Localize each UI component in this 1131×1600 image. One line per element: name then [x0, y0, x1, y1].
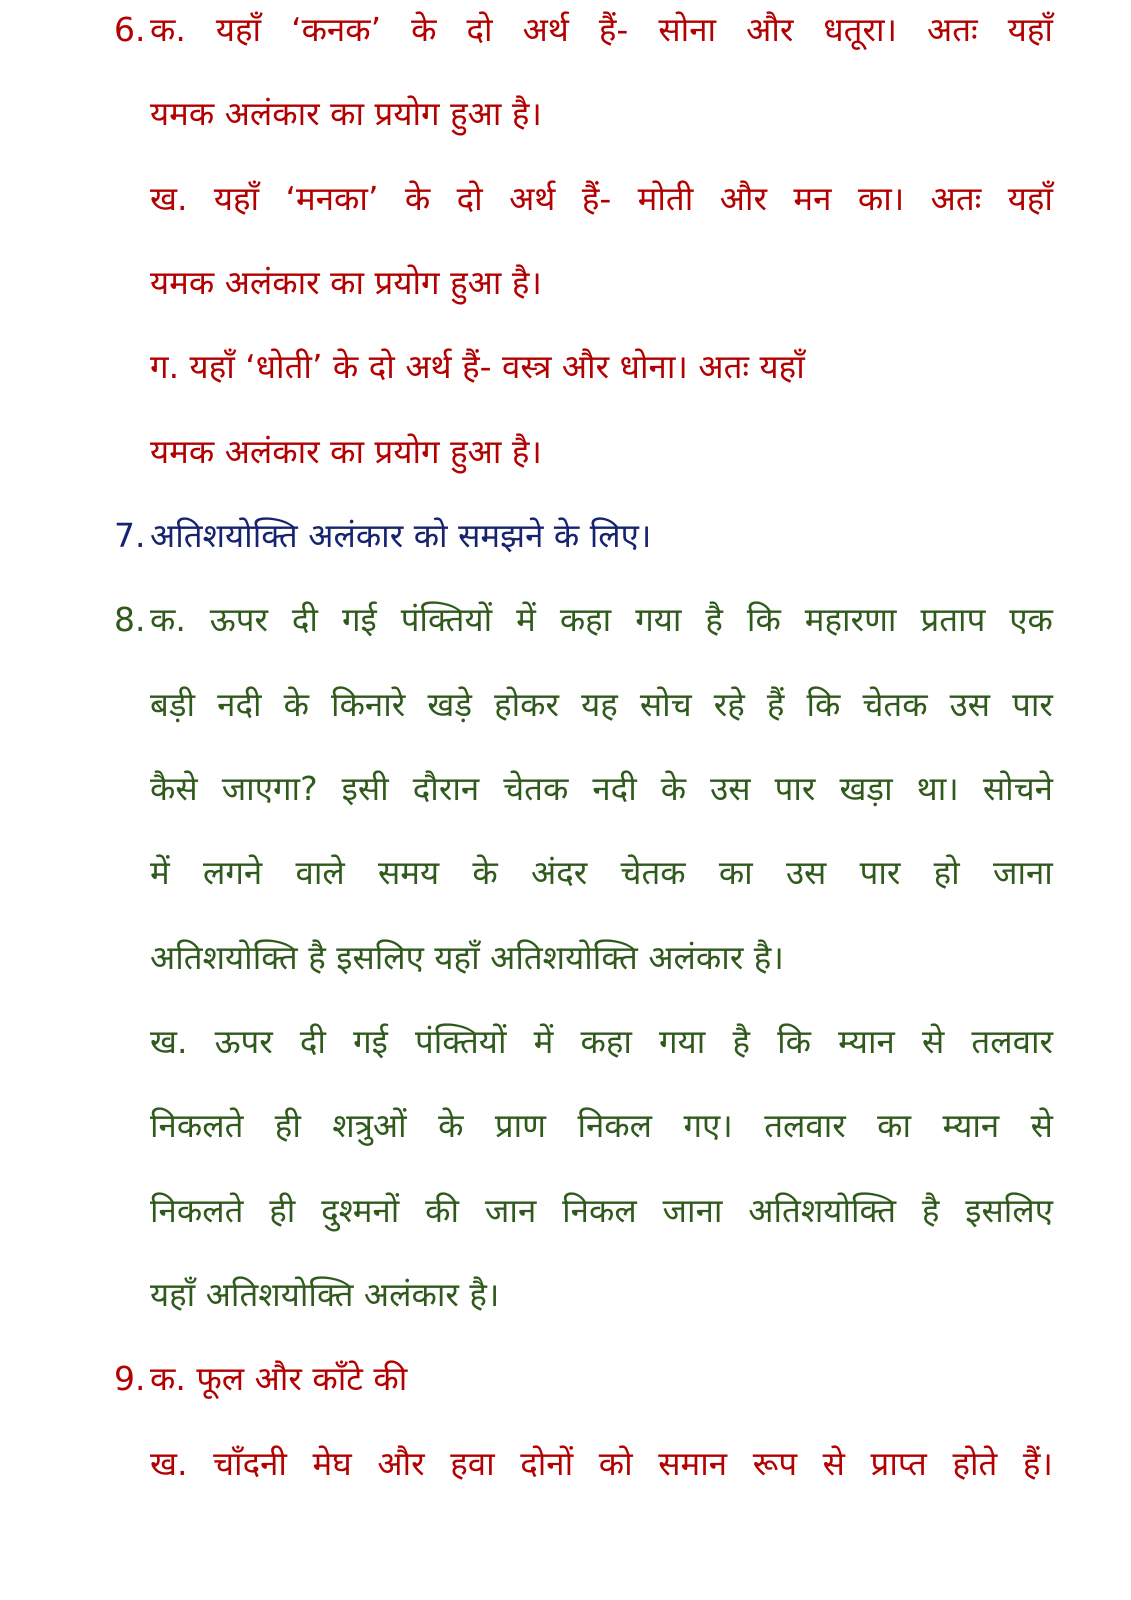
answer-6a-line-2: यमक अलंकार का प्रयोग हुआ है।: [150, 94, 542, 133]
answer-8b-line-2: निकलते ही शत्रुओं के प्राण निकल गए। तलवार का म्यान से: [150, 1106, 1053, 1145]
answer-6a-line-1: क. यहाँ ‘कनक’ के दो अर्थ हैं- सोना और धतूरा। अतः यहाँ: [150, 10, 1053, 49]
answer-8b-line-3: निकलते ही दुश्मनों की जान निकल जाना अतिशयोक्ति है इसलिए: [150, 1191, 1053, 1230]
answer-7-line-1: अतिशयोक्ति अलंकार को समझने के लिए।: [150, 516, 652, 555]
answer-9a-line-1: क. फूल और काँटे की: [150, 1359, 408, 1398]
answer-9-number: 9.: [114, 1359, 146, 1398]
answer-8a-line-4: में लगने वाले समय के अंदर चेतक का उस पार हो जाना: [150, 853, 1053, 892]
answer-6-number: 6.: [114, 10, 146, 49]
answer-8b-line-1: ख. ऊपर दी गई पंक्तियों में कहा गया है कि म्यान से तलवार: [150, 1022, 1053, 1061]
answer-7-number: 7.: [114, 516, 146, 555]
answer-6c-line-1: ग. यहाँ ‘धोती’ के दो अर्थ हैं- वस्त्र और धोना। अतः यहाँ: [150, 347, 805, 386]
answer-8a-line-3: कैसे जाएगा? इसी दौरान चेतक नदी के उस पार खड़ा था। सोचने: [150, 769, 1053, 808]
answer-8-number: 8.: [114, 600, 146, 639]
answer-8a-line-5: अतिशयोक्ति है इसलिए यहाँ अतिशयोक्ति अलंकार है।: [150, 938, 784, 977]
answer-8b-line-4: यहाँ अतिशयोक्ति अलंकार है।: [150, 1275, 500, 1314]
answer-8a-line-2: बड़ी नदी के किनारे खड़े होकर यह सोच रहे हैं कि चेतक उस पार: [150, 685, 1053, 724]
answer-6b-line-1: ख. यहाँ ‘मनका’ के दो अर्थ हैं- मोती और मन का। अतः यहाँ: [150, 179, 1053, 218]
answer-9b-line-1: ख. चाँदनी मेघ और हवा दोनों को समान रूप से प्राप्त होते हैं।: [150, 1444, 1053, 1483]
answer-8a-line-1: क. ऊपर दी गई पंक्तियों में कहा गया है कि महारणा प्रताप एक: [150, 600, 1053, 639]
answer-6c-line-2: यमक अलंकार का प्रयोग हुआ है।: [150, 432, 542, 471]
answer-6b-line-2: यमक अलंकार का प्रयोग हुआ है।: [150, 263, 542, 302]
